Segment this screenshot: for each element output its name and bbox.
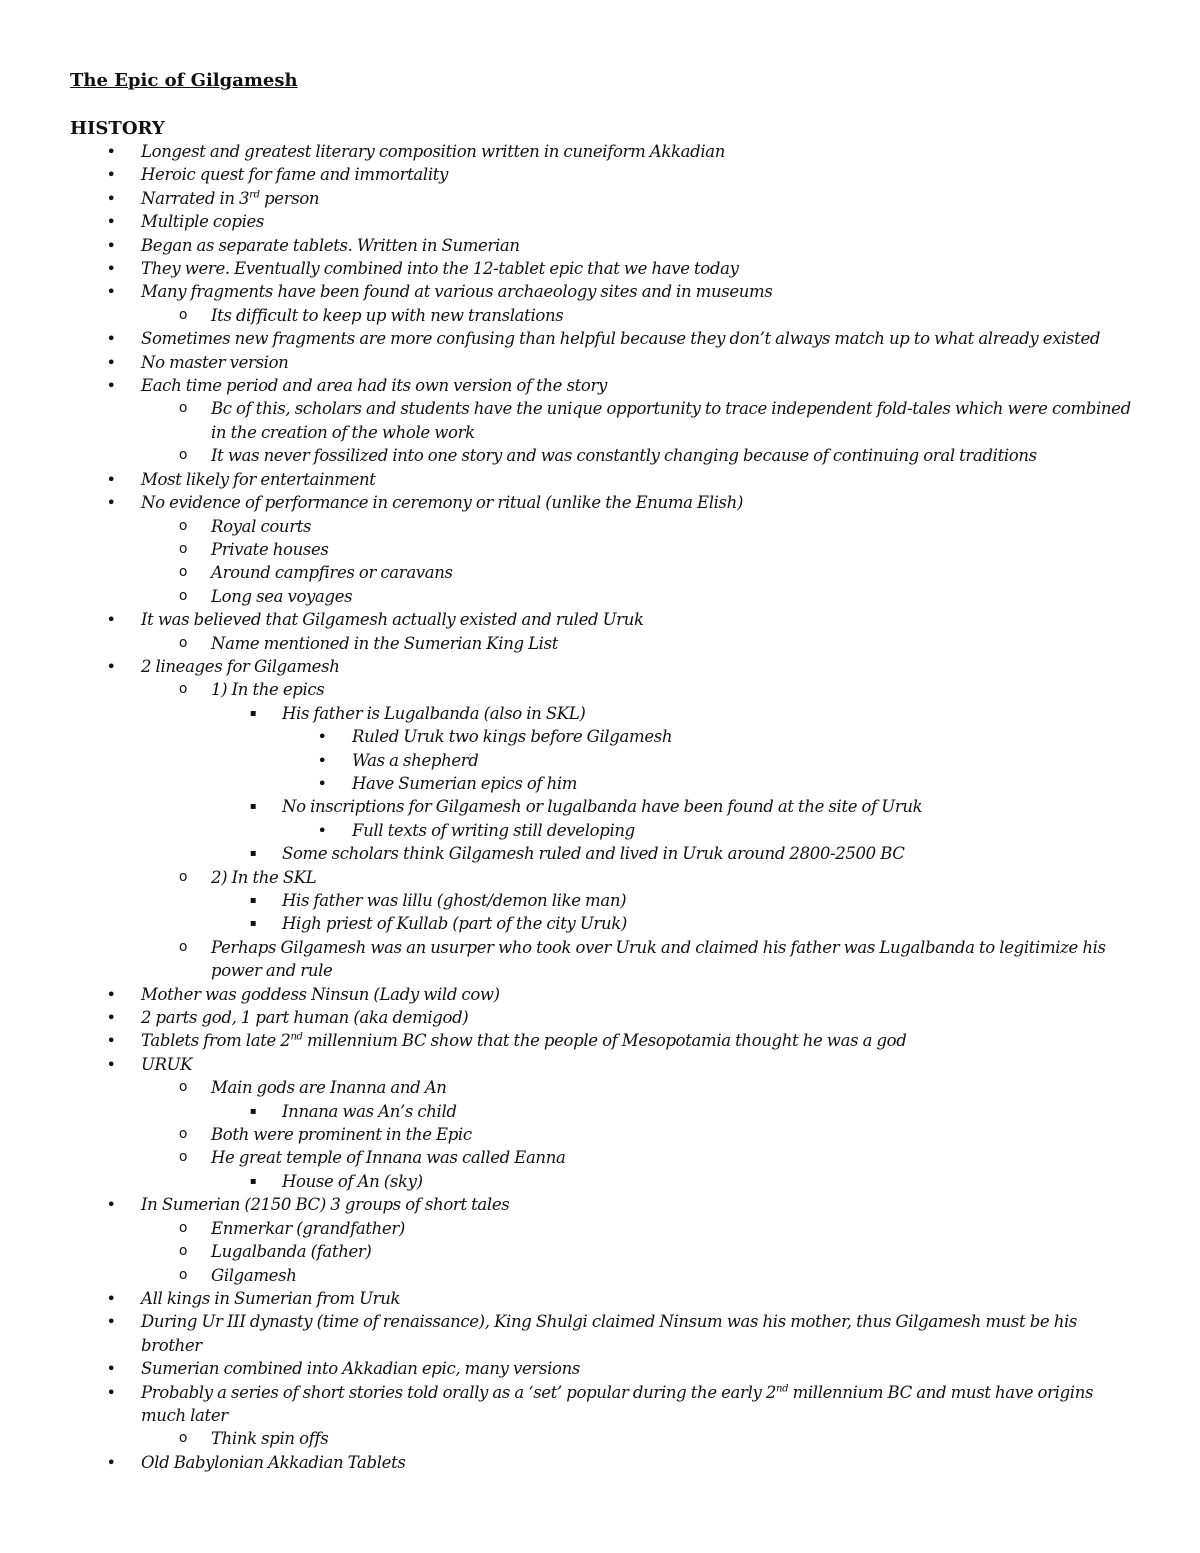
ordinal-superscript: rd — [249, 189, 260, 201]
list-item-text: It was believed that Gilgamesh actually existed and ruled Uruk — [141, 610, 644, 630]
bullet-marker: • — [317, 750, 327, 770]
list-item-text: Mother was goddess Ninsun (Lady wild cow) — [141, 984, 500, 1004]
list-item-text: Heroic quest for fame and immortality — [141, 165, 448, 185]
list-item-level-1 — [106, 351, 1131, 374]
bullet-marker: • — [106, 656, 116, 676]
bullet-marker: o — [178, 400, 188, 417]
bullet-marker: o — [178, 1149, 188, 1166]
list-item-level-1 — [106, 1451, 1131, 1474]
list-item-text: Many fragments have been found at various archaeology sites and in museums — [141, 282, 773, 302]
list-item-text: Began as separate tablets. Written in Sumerian — [141, 235, 520, 255]
list-item-level-1 — [106, 1357, 1131, 1380]
list-item-level-2 — [178, 515, 1131, 538]
list-item-text: Sometimes new fragments are more confusing than helpful because they don’t always match up to what already existed — [141, 329, 1101, 349]
list-item-text: Ruled Uruk two kings before Gilgamesh — [352, 727, 673, 747]
bullet-marker: • — [317, 773, 327, 793]
list-item-text: 2 parts god, 1 part human (aka demigod) — [141, 1008, 469, 1028]
list-item-text: 2 lineages for Gilgamesh — [141, 656, 340, 676]
bullet-marker: o — [178, 1430, 188, 1447]
bullet-marker: • — [106, 493, 116, 513]
bullet-marker: • — [106, 188, 116, 208]
bullet-marker: ▪ — [249, 848, 257, 860]
bullet-marker: • — [106, 235, 116, 255]
list-item-text: Each time period and area had its own version of the story — [141, 376, 607, 396]
list-item-level-1 — [106, 608, 1131, 631]
bullet-marker: • — [106, 469, 116, 489]
bullet-marker: • — [106, 984, 116, 1004]
ordinal-superscript: nd — [290, 1031, 303, 1043]
list-item-text: All kings in Sumerian from Uruk — [141, 1288, 401, 1308]
list-item-level-1 — [106, 163, 1131, 186]
list-item-level-2 — [178, 1427, 1131, 1450]
bullet-marker: • — [106, 329, 116, 349]
list-item-level-1 — [106, 187, 1131, 210]
bullet-marker: o — [178, 1126, 188, 1143]
list-item-text: It was never fossilized into one story and was constantly changing because of continuing oral traditions — [211, 446, 1037, 466]
list-item-text: Full texts of writing still developing — [352, 820, 635, 840]
list-item-text-continued: person — [259, 188, 320, 208]
list-item-text: Long sea voyages — [211, 586, 353, 606]
list-item-text-continued: millennium BC and must have origins much later — [141, 1382, 1094, 1425]
list-item-text: 1) In the epics — [211, 680, 325, 700]
list-item-level-1 — [106, 1310, 1131, 1357]
list-item-text: Name mentioned in the Sumerian King List — [211, 633, 559, 653]
list-item-text: No inscriptions for Gilgamesh or lugalbanda have been found at the site of Uruk — [282, 797, 923, 817]
list-item-level-3 — [249, 1100, 1142, 1123]
list-item-text: Some scholars think Gilgamesh ruled and lived in Uruk around 2800-2500 BC — [282, 844, 905, 864]
list-item-text: Royal courts — [211, 516, 312, 536]
list-item-text: Enmerkar (grandfather) — [211, 1218, 405, 1238]
list-item-text: Tablets from late 2 — [141, 1031, 291, 1051]
list-item-level-1 — [106, 234, 1131, 257]
list-item-text: Bc of this, scholars and students have the unique opportunity to trace independent fold-tales which were combined in the creation of the whole work — [211, 399, 1131, 442]
list-item-text: They were. Eventually combined into the 12-tablet epic that we have today — [141, 259, 739, 279]
list-item-level-1 — [106, 983, 1131, 1006]
bullet-marker: • — [317, 727, 327, 747]
bullet-marker: o — [178, 1243, 188, 1260]
bullet-marker: • — [106, 1195, 116, 1215]
list-item-level-1 — [106, 1006, 1131, 1029]
bullet-marker: • — [106, 282, 116, 302]
bullet-marker: o — [178, 540, 188, 557]
list-item-level-3 — [249, 912, 1142, 935]
list-item-text: His father was lillu (ghost/demon like man) — [282, 891, 627, 910]
list-item-level-1 — [106, 468, 1131, 491]
list-item-level-3 — [249, 842, 1142, 865]
list-item-level-1 — [106, 140, 1131, 163]
bullet-marker: • — [317, 820, 327, 840]
list-item-level-3 — [249, 795, 1142, 818]
list-item-level-1 — [106, 1381, 1131, 1428]
list-item-text: Perhaps Gilgamesh was an usurper who took over Uruk and claimed his father was Lugalbanda to legitimize his power and rule — [211, 937, 1106, 981]
list-item-level-2 — [178, 1217, 1131, 1240]
list-item-level-2 — [178, 632, 1131, 655]
list-item-text: Its difficult to keep up with new translations — [211, 305, 564, 325]
list-item-level-1 — [106, 655, 1131, 678]
list-item-level-1 — [106, 1029, 1131, 1052]
bullet-marker: • — [106, 1008, 116, 1028]
list-item-level-4 — [317, 725, 1142, 748]
list-item-text: Longest and greatest literary composition written in cuneiform Akkadian — [141, 142, 726, 161]
list-item-level-1 — [106, 210, 1131, 233]
list-item-text: Sumerian combined into Akkadian epic, many versions — [141, 1359, 580, 1379]
bullet-marker: o — [178, 517, 188, 534]
list-item-level-1 — [106, 491, 1131, 514]
list-item-text: House of An (sky) — [282, 1171, 423, 1191]
bullet-marker: • — [106, 1359, 116, 1379]
list-item-level-3 — [249, 889, 1142, 912]
bullet-marker: • — [106, 1312, 116, 1332]
list-item-text: Both were prominent in the Epic — [211, 1125, 472, 1145]
list-item-text: Main gods are Inanna and An — [211, 1078, 447, 1098]
document-title: The Epic of Gilgamesh — [70, 70, 298, 91]
bullet-marker: o — [178, 1079, 188, 1096]
list-item-text: URUK — [141, 1054, 193, 1074]
list-item-text: He great temple of Innana was called Eanna — [211, 1148, 566, 1168]
list-item-text-continued: millennium BC show that the people of Mesopotamia thought he was a god — [302, 1031, 907, 1051]
list-item-text: No evidence of performance in ceremony or ritual (unlike the Enuma Elish) — [141, 493, 744, 513]
list-item-level-2 — [178, 304, 1131, 327]
list-item-level-2 — [178, 1076, 1131, 1099]
bullet-marker: o — [178, 587, 188, 604]
list-item-text: Private houses — [211, 539, 329, 559]
bullet-marker: o — [178, 306, 188, 323]
list-item-text: Probably a series of short stories told orally as a ‘set’ popular during the early 2 — [141, 1382, 777, 1402]
list-item-level-2 — [178, 1146, 1131, 1169]
list-item-text: Most likely for entertainment — [141, 469, 376, 489]
bullet-marker: o — [178, 634, 188, 651]
bullet-marker: • — [106, 376, 116, 396]
bullet-marker: o — [178, 1266, 188, 1283]
list-item-level-2 — [178, 1123, 1131, 1146]
list-item-text: Old Babylonian Akkadian Tablets — [141, 1452, 406, 1472]
list-item-level-3 — [249, 1170, 1142, 1193]
list-item-level-4 — [317, 772, 1142, 795]
bullet-marker: o — [178, 564, 188, 581]
bullet-marker: o — [178, 447, 188, 464]
list-item-level-2 — [178, 866, 1131, 889]
bullet-marker: • — [106, 1288, 116, 1308]
bullet-marker: o — [178, 1219, 188, 1236]
list-item-text: Have Sumerian epics of him — [352, 773, 578, 793]
list-item-level-1 — [106, 327, 1131, 350]
list-item-text: Around campfires or caravans — [211, 563, 453, 583]
list-item-text: Gilgamesh — [211, 1265, 297, 1285]
bullet-marker: ▪ — [249, 1175, 257, 1187]
bullet-marker: • — [106, 259, 116, 279]
list-item-text: No master version — [141, 352, 289, 372]
list-item-level-1 — [106, 280, 1131, 303]
list-item-text: In Sumerian (2150 BC) 3 groups of short tales — [141, 1195, 510, 1215]
list-item-text: His father is Lugalbanda (also in SKL) — [282, 703, 586, 723]
bullet-marker: • — [106, 1054, 116, 1074]
list-item-text: Multiple copies — [141, 212, 265, 232]
list-item-level-2 — [178, 397, 1131, 444]
list-item-text: 2) In the SKL — [211, 867, 317, 887]
list-item-level-4 — [317, 819, 1142, 842]
bullet-marker: o — [178, 681, 188, 698]
bullet-marker: ▪ — [249, 801, 257, 813]
bullet-marker: ▪ — [249, 1105, 257, 1117]
bullet-marker: • — [106, 610, 116, 630]
list-item-level-2 — [178, 585, 1131, 608]
history-bullet-list — [0, 140, 1200, 1474]
ordinal-superscript: nd — [776, 1383, 789, 1395]
list-item-level-1 — [106, 1287, 1131, 1310]
list-item-level-3 — [249, 702, 1142, 725]
list-item-level-2 — [178, 1264, 1131, 1287]
list-item-text: High priest of Kullab (part of the city Uruk) — [282, 914, 627, 934]
list-item-text: Lugalbanda (father) — [211, 1242, 372, 1262]
list-item-text: Think spin offs — [211, 1429, 329, 1449]
bullet-marker: ▪ — [249, 707, 257, 719]
bullet-marker: • — [106, 1452, 116, 1472]
bullet-marker: • — [106, 1031, 116, 1051]
list-item-level-2 — [178, 538, 1131, 561]
bullet-marker: • — [106, 352, 116, 372]
list-item-level-1 — [106, 374, 1131, 397]
list-item-level-1 — [106, 257, 1131, 280]
bullet-marker: • — [106, 165, 116, 185]
list-item-level-4 — [317, 749, 1142, 772]
section-heading-history: HISTORY — [70, 118, 165, 139]
bullet-marker: ▪ — [249, 918, 257, 930]
bullet-marker: o — [178, 938, 188, 955]
bullet-marker: • — [106, 142, 116, 161]
bullet-marker: • — [106, 212, 116, 232]
list-item-text: Was a shepherd — [352, 750, 479, 770]
list-item-text: During Ur III dynasty (time of renaissance), King Shulgi claimed Ninsum was his mother, thus Gilgamesh must be his brother — [141, 1312, 1078, 1355]
list-item-level-1 — [106, 1053, 1131, 1076]
list-item-level-2 — [178, 444, 1131, 467]
list-item-text: Innana was An’s child — [282, 1101, 457, 1121]
list-item-level-2 — [178, 936, 1131, 983]
list-item-level-2 — [178, 678, 1131, 701]
bullet-marker: ▪ — [249, 895, 257, 906]
list-item-level-2 — [178, 1240, 1131, 1263]
bullet-marker: o — [178, 868, 188, 885]
list-item-level-1 — [106, 1193, 1131, 1216]
bullet-marker: • — [106, 1382, 116, 1402]
list-item-level-2 — [178, 561, 1131, 584]
list-item-text: Narrated in 3 — [141, 188, 250, 208]
